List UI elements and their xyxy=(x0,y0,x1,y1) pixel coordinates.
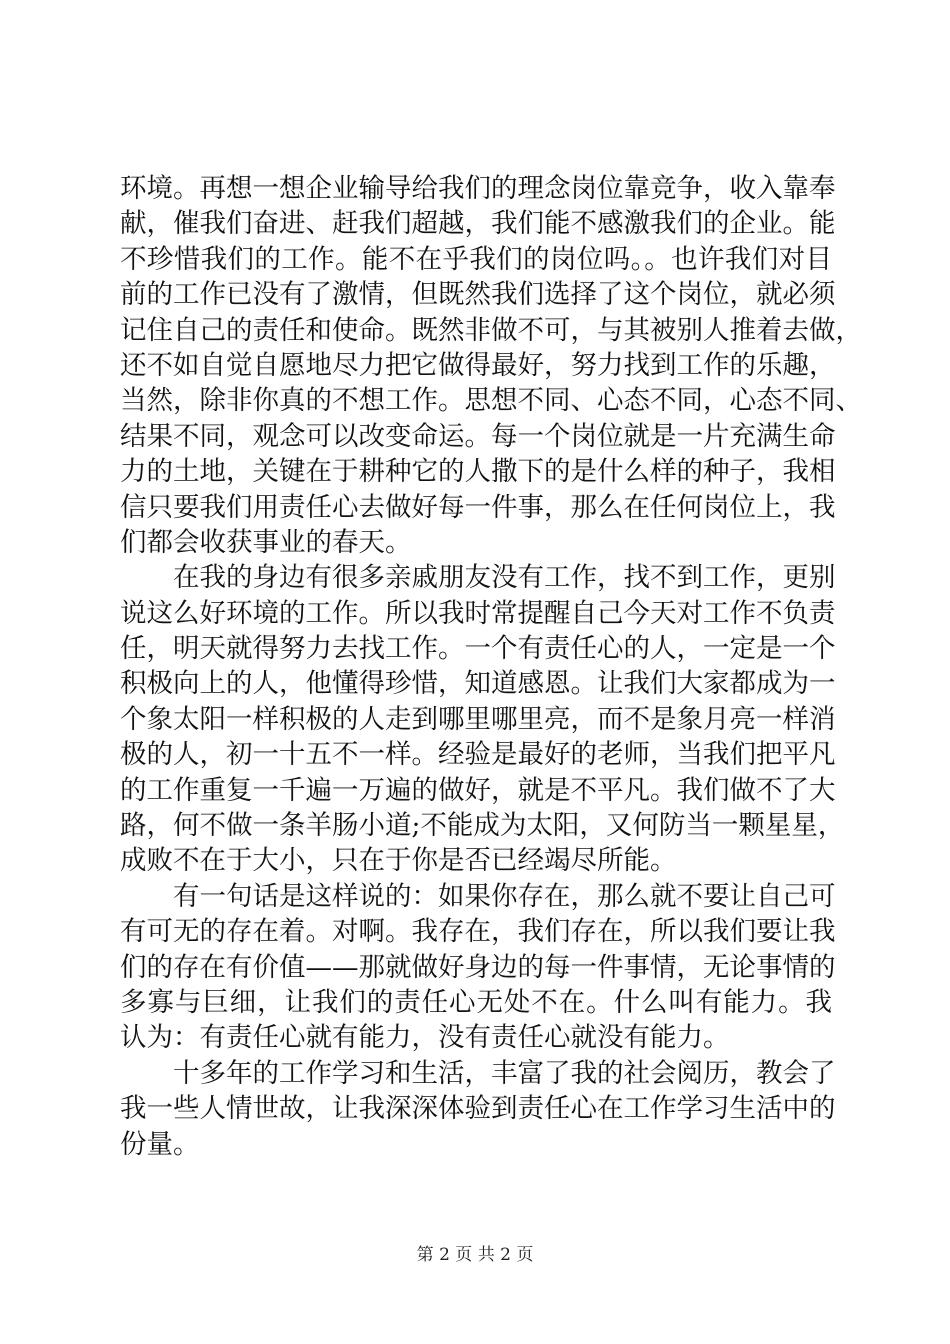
body-text xyxy=(120,171,862,1162)
text-line: 前的工作已没有了激情，但既然我们选择了这个岗位，就必须 xyxy=(120,279,836,311)
text-line: 份量。 xyxy=(120,1128,200,1160)
text-line: 在我的身边有很多亲戚朋友没有工作，找不到工作，更别 xyxy=(120,562,836,594)
text-line: 极的人，初一十五不一样。经验是最好的老师，当我们把平凡 xyxy=(120,739,836,771)
text-line: 的工作重复一千遍一万遍的做好，就是不平凡。我们做不了大 xyxy=(120,774,836,806)
text-line: 结果不同，观念可以改变命运。每一个岗位就是一片充满生命 xyxy=(120,420,836,452)
text-line: 积极向上的人，他懂得珍惜，知道感恩。让我们大家都成为一 xyxy=(120,668,836,700)
page-footer: 第 2 页 共 2 页 xyxy=(416,1245,534,1265)
text-line: 有可无的存在着。对啊。我存在，我们存在，所以我们要让我 xyxy=(120,916,836,948)
text-line: 我一些人情世故，让我深深体验到责任心在工作学习生活中的 xyxy=(120,1093,836,1125)
text-line: 十多年的工作学习和生活，丰富了我的社会阅历，教会了 xyxy=(120,1057,836,1089)
text-line: 不珍惜我们的工作。能不在乎我们的岗位吗。。也许我们对目 xyxy=(120,243,832,275)
text-line: 环境。再想一想企业输导给我们的理念岗位靠竞争，收入靠奉 xyxy=(120,173,836,204)
text-line: 有一句话是这样说的：如果你存在，那么就不要让自己可 xyxy=(120,880,836,912)
text-line: 们都会收获事业的春天。 xyxy=(120,526,412,558)
text-line: 个象太阳一样积极的人走到哪里哪里亮，而不是象月亮一样消 xyxy=(120,703,836,735)
text-line: 路，何不做一条羊肠小道;不能成为太阳，又何防当一颗星星， xyxy=(120,810,845,842)
text-line: 力的土地，关键在于耕种它的人撒下的是什么样的种子，我相 xyxy=(120,456,836,488)
text-line: 说这么好环境的工作。所以我时常提醒自己今天对工作不负责 xyxy=(120,597,836,629)
text-line: 信只要我们用责任心去做好每一件事，那么在任何岗位上，我 xyxy=(120,491,836,523)
text-line: 认为：有责任心就有能力，没有责任心就没有能力。 xyxy=(120,1022,730,1054)
text-line: 记住自己的责任和使命。既然非做不可，与其被别人推着去做， xyxy=(120,314,862,346)
text-line: 成败不在于大小，只在于你是否已经竭尽所能。 xyxy=(120,845,677,877)
text-line: 多寡与巨细，让我们的责任心无处不在。什么叫有能力。我 xyxy=(120,986,832,1018)
text-line: 们的存在有价值——那就做好身边的每一件事情，无论事情的 xyxy=(120,951,836,983)
text-line: 还不如自觉自愿地尽力把它做得最好，努力找到工作的乐趣， xyxy=(120,349,836,381)
text-line: 当然，除非你真的不想工作。思想不同、心态不同，心态不同、 xyxy=(120,385,862,417)
text-line: 献，催我们奋进、赶我们超越，我们能不感激我们的企业。能 xyxy=(120,208,836,240)
text-line: 任，明天就得努力去找工作。一个有责任心的人，一定是一个 xyxy=(120,633,836,665)
